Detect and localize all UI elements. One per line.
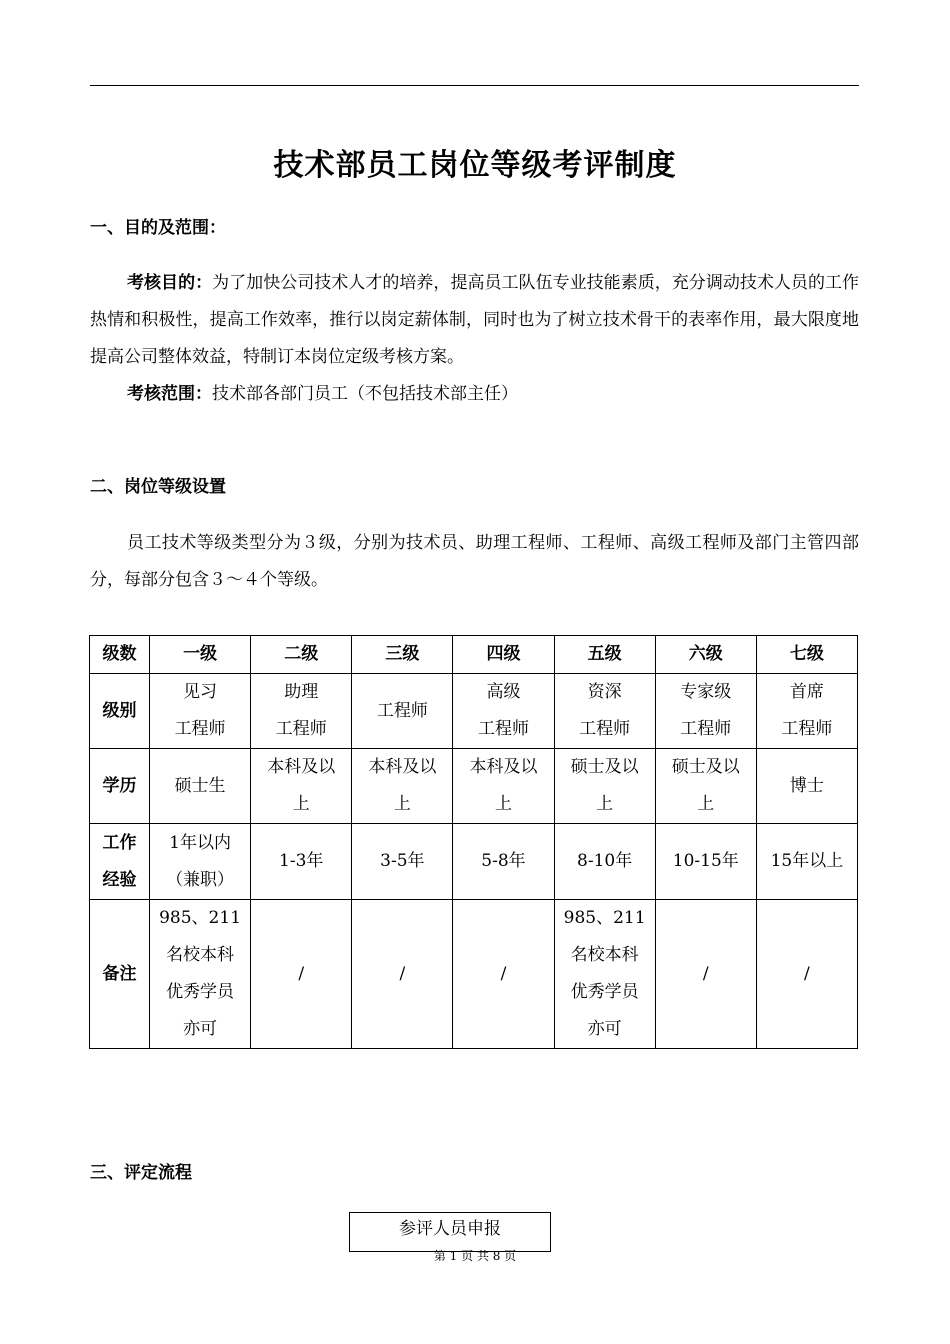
table-cell: 1年以内 （兼职） (150, 824, 251, 900)
section1-heading: 一、目的及范围： (90, 218, 226, 238)
table-cell: 本科及以 上 (453, 749, 554, 824)
table-cell: / (756, 900, 857, 1049)
table-header-cell: 一级 (150, 636, 251, 674)
grade-table (89, 635, 858, 1049)
page-footer: 第 1 页 共 8 页 (433, 1249, 517, 1263)
grade-intro-paragraph: 员工技术等级类型分为３级，分别为技术员、助理工程师、工程师、高级工程师及部门主管四部分，每部分包含３～４个等级。 (90, 533, 859, 590)
table-cell: 硕士及以 上 (554, 749, 655, 824)
table-header-corner: 级数 (90, 636, 150, 674)
table-row (90, 824, 858, 900)
purpose-paragraph (90, 265, 859, 376)
purpose-text: 为了加快公司技术人才的培养，提高员工队伍专业技能素质，充分调动技术人员的工作热情和积极性，提高工作效率，推行以岗定薪体制，同时也为了树立技术骨干的表率作用，最大限度地提高公司整体效益，特制订本岗位定级考核方案。 (90, 273, 860, 367)
header-rule (90, 85, 859, 86)
table-cell: 本科及以 上 (251, 749, 352, 824)
table-header-cell: 三级 (352, 636, 453, 674)
table-cell: / (352, 900, 453, 1049)
table-cell: 15年以上 (756, 824, 857, 900)
table-cell: 3-5年 (352, 824, 453, 900)
table-cell: 专家级 工程师 (655, 674, 756, 749)
section3-heading: 三、评定流程 (90, 1163, 192, 1183)
table-cell: 10-15年 (655, 824, 756, 900)
table-cell: / (251, 900, 352, 1049)
table-row (90, 674, 858, 749)
table-cell: 工程师 (352, 674, 453, 749)
table-header-cell: 五级 (554, 636, 655, 674)
table-row-header: 级别 (90, 674, 150, 749)
table-header-cell: 四级 (453, 636, 554, 674)
table-cell: 硕士生 (150, 749, 251, 824)
purpose-label: 考核目的： (127, 273, 213, 293)
table-cell: 首席 工程师 (756, 674, 857, 749)
table-row (90, 749, 858, 824)
table-cell: 985、211 名校本科 优秀学员 亦可 (150, 900, 251, 1049)
table-cell: / (453, 900, 554, 1049)
table-row-header: 备注 (90, 900, 150, 1049)
section2-heading: 二、岗位等级设置 (90, 477, 226, 497)
table-cell: 高级 工程师 (453, 674, 554, 749)
table-row-header: 工作 经验 (90, 824, 150, 900)
table-cell: / (655, 900, 756, 1049)
table-cell: 硕士及以 上 (655, 749, 756, 824)
flow-step-apply: 参评人员申报 (349, 1212, 551, 1252)
table-header-cell: 七级 (756, 636, 857, 674)
table-cell: 资深 工程师 (554, 674, 655, 749)
table-header-cell: 二级 (251, 636, 352, 674)
table-cell: 见习 工程师 (150, 674, 251, 749)
table-cell: 博士 (756, 749, 857, 824)
table-cell: 8-10年 (554, 824, 655, 900)
table-cell: 助理 工程师 (251, 674, 352, 749)
table-cell: 1-3年 (251, 824, 352, 900)
document-title: 技术部员工岗位等级考评制度 (273, 148, 677, 183)
scope-paragraph (90, 376, 859, 413)
scope-text: 技术部各部门员工（不包括技术部主任） (212, 384, 518, 404)
table-header-cell: 六级 (655, 636, 756, 674)
scope-label: 考核范围： (127, 384, 212, 404)
table-header-row (90, 636, 858, 674)
table-cell: 5-8年 (453, 824, 554, 900)
table-cell: 985、211 名校本科 优秀学员 亦可 (554, 900, 655, 1049)
table-row-header: 学历 (90, 749, 150, 824)
table-cell: 本科及以 上 (352, 749, 453, 824)
table-row (90, 900, 858, 1049)
